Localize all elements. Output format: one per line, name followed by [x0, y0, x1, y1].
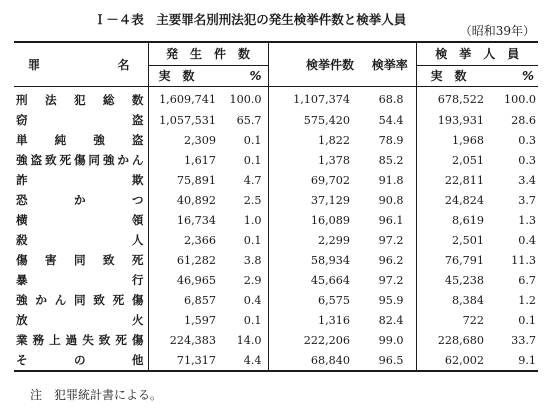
arrest-pct-cell: 0.1 [518, 313, 537, 327]
occurrence-count-cell: 1,609,741 [148, 86, 220, 110]
arrest-count-cell: 678,522 [416, 86, 492, 110]
arrest-pct-cell: 0.4 [518, 233, 537, 247]
arrest-pct-cell: 100.0 [504, 93, 537, 107]
arrest-pct-cell: 33.7 [511, 333, 537, 347]
arrest-count-cell: 45,238 [416, 270, 492, 290]
arrest-count-cell: 24,824 [416, 190, 492, 210]
crime-name-cell: 詐欺 [16, 173, 144, 187]
crime-name-cell: 単純強盗 [16, 133, 144, 147]
arrest-count-cell: 22,811 [416, 170, 492, 190]
occurrence-pct-header: % [249, 68, 262, 83]
arrest-count-cell: 62,002 [416, 350, 492, 371]
clearance-rate-cell: 91.8 [378, 173, 404, 187]
source-note: 注 犯罪統計書による。 [30, 388, 163, 402]
table-row [14, 250, 538, 270]
clearance-rate-cell: 97.2 [378, 233, 404, 247]
occurrence-pct-cell: 14.0 [236, 333, 262, 347]
arrest-pct-cell: 0.3 [518, 153, 537, 167]
crime-name-cell: 強盗致死傷同強かん [16, 153, 144, 167]
table-row [14, 350, 538, 371]
table-row [14, 130, 538, 150]
cleared-count-cell: 222,206 [268, 330, 364, 350]
crime-name-header-char2: 名 [117, 57, 130, 72]
occurrence-count-cell: 16,734 [148, 210, 220, 230]
occurrence-count-cell: 2,309 [148, 130, 220, 150]
arrest-count-cell: 76,791 [416, 250, 492, 270]
cleared-count-cell: 2,299 [268, 230, 364, 250]
crime-name-cell: 業務上過失致死傷 [16, 333, 144, 347]
arrest-pct-cell: 9.1 [518, 353, 537, 367]
table-row [14, 190, 538, 210]
cleared-count-cell: 69,702 [268, 170, 364, 190]
cleared-count-cell: 58,934 [268, 250, 364, 270]
crime-name-cell: 強かん同致死傷 [16, 293, 144, 307]
clearance-rate-cell: 82.4 [378, 313, 404, 327]
occurrence-pct-cell: 4.4 [243, 353, 262, 367]
arrest-pct-cell: 3.4 [518, 173, 537, 187]
table-row [14, 310, 538, 330]
occurrence-pct-cell: 0.4 [243, 293, 262, 307]
table-row [14, 230, 538, 250]
arrest-pct-cell: 1.3 [518, 213, 537, 227]
clearance-rate-cell: 97.2 [378, 273, 404, 287]
arrest-pct-cell: 11.3 [511, 253, 537, 267]
occurrence-count-cell: 75,891 [148, 170, 220, 190]
occurrence-count-cell: 224,383 [148, 330, 220, 350]
table-body [14, 86, 538, 371]
occurrence-count-header: 実 数 [148, 65, 220, 86]
occurrence-group-header: 発 生 件 数 [148, 42, 268, 65]
crime-name-cell: 暴行 [16, 273, 144, 287]
clearance-rate-cell: 96.2 [378, 253, 404, 267]
crime-name-cell: 恐かつ [16, 193, 144, 207]
occurrence-count-cell: 61,282 [148, 250, 220, 270]
table-row [14, 290, 538, 310]
occurrence-count-cell: 40,892 [148, 190, 220, 210]
cleared-count-cell: 37,129 [268, 190, 364, 210]
occurrence-pct-cell: 0.1 [243, 133, 262, 147]
cleared-count-cell: 1,316 [268, 310, 364, 330]
cleared-count-header: 検挙件数 [268, 42, 364, 86]
crime-name-cell: 殺人 [16, 233, 144, 247]
crime-name-cell: 窃盗 [16, 113, 144, 127]
occurrence-pct-cell: 0.1 [243, 153, 262, 167]
table-row [14, 210, 538, 230]
cleared-count-cell: 68,840 [268, 350, 364, 371]
occurrence-pct-cell: 2.5 [243, 193, 262, 207]
occurrence-pct-cell: 4.7 [243, 173, 262, 187]
clearance-rate-cell: 78.9 [378, 133, 404, 147]
occurrence-pct-cell: 0.1 [243, 313, 262, 327]
arrest-pct-header: % [522, 68, 535, 83]
clearance-rate-cell: 95.9 [378, 293, 404, 307]
arrest-count-cell: 8,384 [416, 290, 492, 310]
arrest-pct-cell: 1.2 [518, 293, 537, 307]
table-title: Ｉ－４表 主要罪名別刑法犯の発生検挙件数と検挙人員 [93, 12, 407, 27]
table-row [14, 330, 538, 350]
arrest-count-header: 実 数 [416, 65, 492, 86]
arrest-count-cell: 228,680 [416, 330, 492, 350]
clearance-rate-cell: 90.8 [378, 193, 404, 207]
crime-name-header-char1: 罪 [28, 57, 41, 72]
occurrence-pct-cell: 2.9 [243, 273, 262, 287]
occurrence-count-cell: 46,965 [148, 270, 220, 290]
clearance-rate-cell: 99.0 [378, 333, 404, 347]
table-row [14, 110, 538, 130]
arrest-count-cell: 722 [416, 310, 492, 330]
cleared-count-cell: 1,822 [268, 130, 364, 150]
arrest-pct-cell: 6.7 [518, 273, 537, 287]
occurrence-pct-cell: 65.7 [236, 113, 262, 127]
crime-statistics-table [14, 41, 538, 372]
occurrence-count-cell: 1,617 [148, 150, 220, 170]
clearance-rate-header: 検挙率 [364, 42, 416, 86]
occurrence-pct-cell: 0.1 [243, 233, 262, 247]
cleared-count-cell: 575,420 [268, 110, 364, 130]
table-row [14, 86, 538, 110]
crime-name-cell: 傷害同致死 [16, 253, 144, 267]
cleared-count-cell: 45,664 [268, 270, 364, 290]
clearance-rate-cell: 96.5 [378, 353, 404, 367]
occurrence-pct-cell: 100.0 [229, 93, 262, 107]
arrest-count-cell: 1,968 [416, 130, 492, 150]
table-row [14, 150, 538, 170]
crime-name-cell: その他 [16, 353, 144, 367]
arrest-pct-cell: 3.7 [518, 193, 537, 207]
occurrence-count-cell: 1,057,531 [148, 110, 220, 130]
occurrence-count-cell: 1,597 [148, 310, 220, 330]
arrest-count-cell: 193,931 [416, 110, 492, 130]
occurrence-count-cell: 6,857 [148, 290, 220, 310]
arrest-count-cell: 2,051 [416, 150, 492, 170]
arrest-count-cell: 2,501 [416, 230, 492, 250]
occurrence-pct-cell: 3.8 [243, 253, 262, 267]
occurrence-count-cell: 71,317 [148, 350, 220, 371]
crime-name-cell: 放火 [16, 313, 144, 327]
table-row [14, 270, 538, 290]
clearance-rate-cell: 96.1 [378, 213, 404, 227]
cleared-count-cell: 16,089 [268, 210, 364, 230]
clearance-rate-cell: 54.4 [378, 113, 404, 127]
clearance-rate-cell: 68.8 [378, 93, 404, 107]
arrest-pct-cell: 0.3 [518, 133, 537, 147]
occurrence-count-cell: 2,366 [148, 230, 220, 250]
cleared-count-cell: 6,575 [268, 290, 364, 310]
occurrence-pct-cell: 1.0 [243, 213, 262, 227]
crime-name-cell: 刑法犯総数 [16, 92, 144, 107]
clearance-rate-cell: 85.2 [378, 153, 404, 167]
table-row [14, 170, 538, 190]
arrest-group-header: 検 挙 人 員 [416, 42, 538, 65]
era-label: （昭和39年） [459, 24, 535, 38]
arrest-pct-cell: 28.6 [511, 113, 537, 127]
crime-name-header [14, 42, 148, 86]
arrest-count-cell: 8,619 [416, 210, 492, 230]
cleared-count-cell: 1,107,374 [268, 86, 364, 110]
crime-name-cell: 横領 [16, 213, 144, 227]
cleared-count-cell: 1,378 [268, 150, 364, 170]
